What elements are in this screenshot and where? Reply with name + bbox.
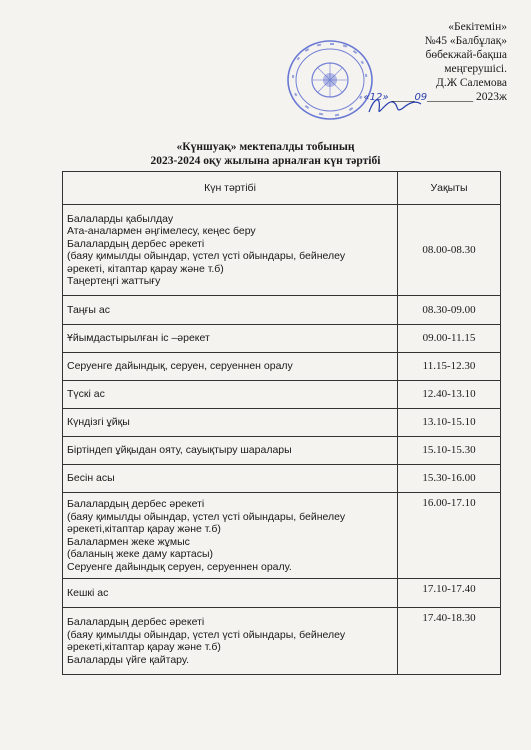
approval-line-2: №45 «Балбұлақ» [424, 35, 507, 47]
activity-line: (баяу қимылды ойындар, үстел үсті ойындары, бейнелеу [67, 628, 346, 641]
time-cell: 15.10-15.30 [398, 437, 501, 465]
activity-line: Таңғы ас [67, 303, 110, 316]
activity-line: әрекеті,кітаптар қарау және т.б) [67, 523, 221, 535]
activity-cell [63, 296, 398, 325]
activity-line: Түскі ас [67, 388, 105, 401]
activity-line: Балалардың дербес әрекеті [67, 237, 205, 250]
title-line-2: 2023-2024 оқу жылына арналған күн тәртібі [150, 155, 381, 167]
header-time: Уақыты [398, 172, 501, 205]
time-cell: 17.10-17.40 [398, 579, 501, 608]
activity-cell [63, 353, 398, 381]
activity-line: Кешкі ас [67, 586, 109, 599]
table-row [63, 409, 501, 437]
activity-line: (баяу қимылды ойындар, үстел үсті ойындары, бейнелеу [67, 510, 346, 523]
activity-line: Балалардың дербес әрекеті [67, 616, 205, 628]
activity-cell [63, 325, 398, 353]
table-row [63, 579, 501, 608]
table-header-row [63, 172, 501, 205]
approval-date-day: «12» [363, 92, 389, 103]
activity-line: Ұйымдастырылған іс –әрекет [67, 332, 210, 345]
activity-cell [63, 437, 398, 465]
time-cell: 11.15-12.30 [398, 353, 501, 381]
table-row [63, 325, 501, 353]
schedule-table [62, 171, 501, 675]
activity-line: Балаларды үйге қайтару. [67, 653, 189, 666]
activity-line: (баланың жеке даму картасы) [67, 548, 214, 560]
activity-cell [63, 409, 398, 437]
title-line-1: «Күншуақ» мектепалды тобының [176, 141, 355, 153]
activity-cell [63, 205, 398, 296]
table-row [63, 353, 501, 381]
activity-line: Бесін асы [67, 472, 115, 485]
approval-line-4: меңгерушісі. [444, 63, 507, 75]
table-row [63, 608, 501, 675]
table-row [63, 205, 501, 296]
table-row [63, 381, 501, 409]
activity-line: Балаларды қабылдау [67, 212, 174, 225]
table-row [63, 437, 501, 465]
activity-cell [63, 493, 398, 579]
activity-line: әрекеті,кітаптар қарау және т.б) [67, 641, 221, 653]
approval-date: «12» ____09________ 2023ж [363, 91, 507, 103]
activity-cell [63, 579, 398, 608]
activity-line: Серуенге дайындық серуен, серуеннен оралу. [67, 560, 292, 573]
table-row [63, 465, 501, 493]
approval-line-3: бөбекжай-бақша [425, 49, 507, 61]
activity-cell [63, 465, 398, 493]
time-cell: 17.40-18.30 [398, 608, 501, 675]
approval-block [357, 20, 507, 105]
time-cell: 09.00-11.15 [398, 325, 501, 353]
activity-line: Ата-аналармен әңгімелесу, кеңес беру [67, 225, 256, 237]
approval-line-1: «Бекітемін» [448, 21, 507, 33]
table-row [63, 296, 501, 325]
table-row [63, 493, 501, 579]
time-cell: 08.30-09.00 [398, 296, 501, 325]
time-cell: 13.10-15.10 [398, 409, 501, 437]
activity-line: Балалардың дербес әрекеті [67, 498, 205, 510]
activity-line: Күндізгі ұйқы [67, 416, 130, 429]
approval-head-name: Д.Ж Салемова [435, 77, 507, 89]
activity-cell [63, 608, 398, 675]
activity-line: Біртіндеп ұйқыдан ояту, сауықтыру шаралары [67, 444, 292, 457]
activity-line: Балалармен жеке жұмыс [67, 535, 190, 548]
table-body [63, 205, 501, 675]
activity-line: әрекеті, кітаптар қарау және т.б) [67, 262, 224, 275]
activity-line: Таңертеңгі жаттығу [67, 275, 161, 287]
approval-date-year: 2023ж [476, 91, 507, 103]
time-cell: 15.30-16.00 [398, 465, 501, 493]
header-activity: Күн тәртібі [63, 172, 398, 205]
time-cell: 08.00-08.30 [398, 205, 501, 296]
approval-date-month: 09 [414, 92, 428, 103]
activity-line: Серуенге дайындық, серуен, серуеннен оралу [67, 360, 293, 373]
time-cell: 12.40-13.10 [398, 381, 501, 409]
activity-line: (баяу қимылды ойындар, үстел үсті ойындары, бейнелеу [67, 250, 346, 262]
document-title [0, 140, 531, 168]
activity-cell [63, 381, 398, 409]
time-cell: 16.00-17.10 [398, 493, 501, 579]
